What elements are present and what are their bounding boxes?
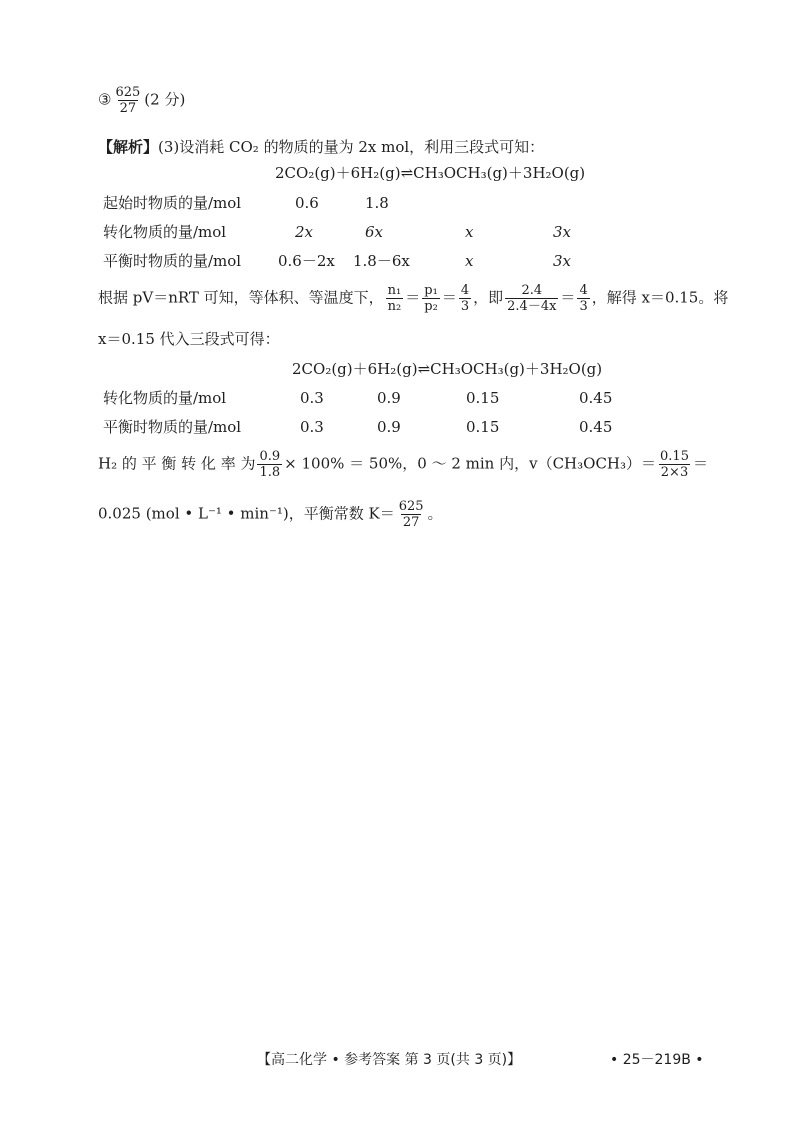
cell: 0.6 [295, 194, 319, 212]
document-code: • 25－219B • [610, 1052, 704, 1068]
fraction: $\frac{2.4}{2.4-4x}$ [507, 283, 557, 314]
fraction: $\frac{4}{3}$ [579, 283, 588, 314]
cell: 1.8 [365, 194, 389, 212]
equals: ＝ [441, 288, 457, 307]
conversion-rate-line [98, 450, 708, 479]
text: H₂ 的 平 衡 转 化 率 为 [98, 454, 256, 473]
cell: x [465, 252, 474, 270]
text: × 100% ＝ 50%，0 ～ 2 min 内，v（CH₃OCH₃）＝ [284, 454, 657, 473]
cell: x [465, 223, 474, 241]
text: 。 [427, 504, 443, 523]
circled-number: ③ [98, 90, 112, 109]
cell: 0.15 [466, 418, 500, 436]
fraction: $\frac{4}{3}$ [460, 283, 470, 314]
cell: 0.45 [579, 389, 613, 407]
text: 根据 pV＝nRT 可知，等体积、等温度下， [98, 288, 384, 307]
cell: 2x [295, 223, 314, 241]
cell: 6x [365, 223, 384, 241]
row-label: 平衡时物质的量/mol [103, 252, 242, 270]
cell: 0.9 [377, 418, 401, 436]
analysis-intro [98, 140, 544, 155]
points: (2 分) [144, 90, 186, 109]
cell: 0.3 [300, 389, 324, 407]
derivation-line [98, 284, 728, 313]
cell: 0.45 [579, 418, 613, 436]
cell: 3x [553, 223, 572, 241]
cell: 0.9 [377, 389, 401, 407]
text: ，解得 x＝0.15。将 [591, 288, 729, 307]
cell: 0.6－2x [278, 252, 335, 270]
row-label: 起始时物质的量/mol [103, 194, 242, 212]
equation-1: 2CO₂(g)＋6H₂(g)⇌CH₃OCH₃(g)＋3H₂O(g) [275, 164, 586, 182]
fraction: $\frac{\text{p₁}}{\text{p₂}}$ [424, 283, 438, 314]
score-fraction: $\frac{625}{27}$ [115, 85, 141, 116]
row-label: 转化物质的量/mol [103, 389, 227, 407]
text: ，即 [473, 288, 504, 307]
score-line [98, 86, 185, 115]
equals: ＝ [405, 288, 421, 307]
equals: ＝ [560, 288, 576, 307]
analysis-tag: 【解析】 [98, 138, 159, 156]
fraction: $\frac{0.9}{1.8}$ [259, 449, 281, 480]
text: ＝ [692, 454, 708, 473]
equilibrium-constant-line [98, 500, 443, 529]
cell: 0.3 [300, 418, 324, 436]
cell: 3x [553, 252, 572, 270]
intro-text: (3)设消耗 CO₂ 的物质的量为 2x mol，利用三段式可知： [158, 138, 545, 156]
substitution-line: x＝0.15 代入三段式可得： [98, 330, 280, 348]
equation-2: 2CO₂(g)＋6H₂(g)⇌CH₃OCH₃(g)＋3H₂O(g) [292, 360, 603, 378]
text: 0.025 (mol • L⁻¹ • min⁻¹)，平衡常数 K＝ [98, 504, 395, 523]
row-label: 平衡时物质的量/mol [103, 418, 242, 436]
row-label: 转化物质的量/mol [103, 223, 227, 241]
fraction: $\frac{\text{n₁}}{\text{n₂}}$ [387, 283, 402, 314]
cell: 1.8－6x [353, 252, 410, 270]
page-footer: 【高二化学 • 参考答案 第 3 页(共 3 页)】 [257, 1052, 522, 1068]
fraction: $\frac{625}{27}$ [398, 499, 424, 530]
cell: 0.15 [466, 389, 500, 407]
fraction: $\frac{0.15}{2\times 3}$ [660, 449, 689, 480]
